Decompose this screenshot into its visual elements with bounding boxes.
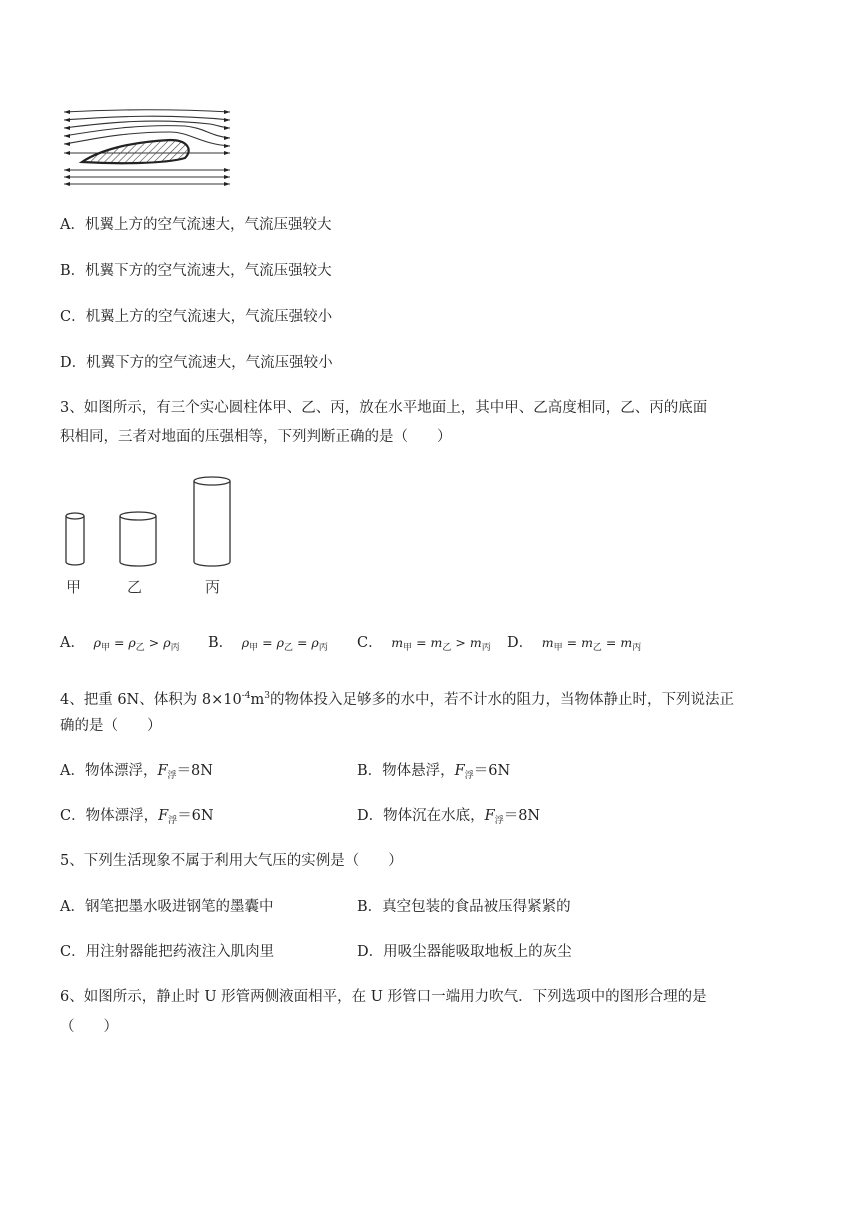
q2-option-a: A．机翼上方的空气流速大，气流压强较大	[60, 217, 332, 233]
q3-option-a: A． $\rho_甲 = \rho_乙 > \rho_丙$	[60, 635, 180, 653]
q3-option-b: B． $\rho_甲 = \rho_乙 = \rho_丙$	[208, 635, 328, 653]
q3-option-c: C． $m_甲 = m_乙 > m_丙$	[357, 635, 491, 653]
q3-stem-line2: 积相同，三者对地面的压强相等，下列判断正确的是（ ）	[60, 429, 452, 445]
q6-stem-line1: 6、如图所示，静止时 U 形管两侧液面相平，在 U 形管口一端用力吹气．下列选项中的图形合理的是	[60, 989, 707, 1005]
q5-option-c: C．用注射器能把药液注入肌肉里	[60, 944, 275, 960]
q2-option-d: D．机翼下方的空气流速大，气流压强较小	[60, 355, 333, 371]
q4-stem-line1: 4、把重 6N、体积为 $8\times 10^{-4}m^3$的物体投入足够多的水中，若不计水的阻力，当物体静止时，下列说法正	[60, 691, 734, 708]
q5-stem: 5、下列生活现象不属于利用大气压的实例是（ ）	[60, 853, 403, 869]
cylinder-label-jia: 甲	[66, 578, 82, 596]
q4-option-b: B．物体悬浮，$F_浮=6N$	[357, 763, 511, 781]
q5-option-d: D．用吸尘器能吸取地板上的灰尘	[357, 944, 572, 960]
cylinder-label-yi: 乙	[127, 578, 143, 596]
q4-option-a: A．物体漂浮，$F_浮=8N$	[60, 763, 213, 781]
q4-stem-line2: 确的是（ ）	[60, 718, 162, 734]
cylinder-label-bing: 丙	[205, 578, 221, 596]
q2-option-c: C．机翼上方的空气流速大，气流压强较小	[60, 309, 333, 325]
q4-option-c: C．物体漂浮，$F_浮=6N$	[60, 808, 214, 826]
q5-option-b: B．真空包装的食品被压得紧紧的	[357, 899, 571, 915]
q5-option-a: A．钢笔把墨水吸进钢笔的墨囊中	[60, 899, 274, 915]
q3-option-d: D． $m_甲 = m_乙 = m_丙$	[507, 635, 642, 653]
airfoil-streamline-figure	[60, 100, 235, 195]
q2-option-b: B．机翼下方的空气流速大，气流压强较大	[60, 263, 332, 279]
q3-stem-line1: 3、如图所示，有三个实心圆柱体甲、乙、丙，放在水平地面上，其中甲、乙高度相同，乙、丙的底面	[60, 400, 708, 416]
q4-option-d: D．物体沉在水底，$F_浮=8N$	[357, 808, 541, 826]
q6-stem-line2: （ ）	[60, 1019, 118, 1035]
